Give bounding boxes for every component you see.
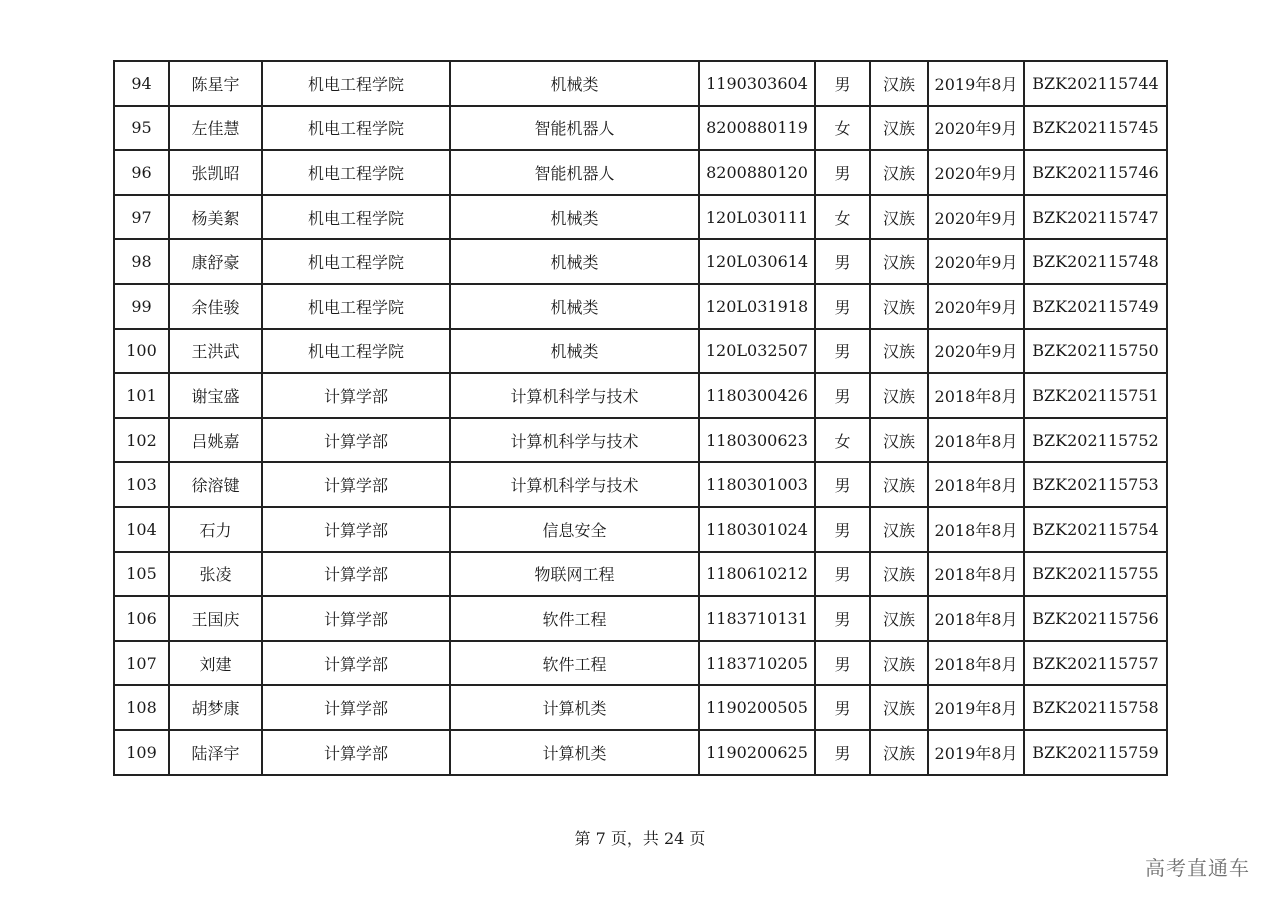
cell-name: 徐溶键 <box>169 462 262 507</box>
cell-name: 张凯昭 <box>169 150 262 195</box>
cell-student-id: 1180300623 <box>699 418 815 463</box>
cell-enrollment-date: 2020年9月 <box>928 150 1024 195</box>
cell-certificate-no: BZK202115757 <box>1024 641 1167 686</box>
cell-major: 智能机器人 <box>450 106 699 151</box>
cell-name: 陈星宇 <box>169 61 262 106</box>
cell-student-id: 1183710131 <box>699 596 815 641</box>
cell-ethnicity: 汉族 <box>870 596 928 641</box>
cell-certificate-no: BZK202115758 <box>1024 685 1167 730</box>
cell-college: 计算学部 <box>262 418 450 463</box>
cell-index: 98 <box>114 239 169 284</box>
cell-student-id: 1180300426 <box>699 373 815 418</box>
cell-enrollment-date: 2020年9月 <box>928 284 1024 329</box>
cell-certificate-no: BZK202115747 <box>1024 195 1167 240</box>
cell-ethnicity: 汉族 <box>870 418 928 463</box>
cell-college: 计算学部 <box>262 641 450 686</box>
cell-name: 陆泽宇 <box>169 730 262 775</box>
cell-ethnicity: 汉族 <box>870 329 928 374</box>
cell-certificate-no: BZK202115745 <box>1024 106 1167 151</box>
table-row <box>114 373 1167 418</box>
cell-college: 计算学部 <box>262 596 450 641</box>
roster-table <box>113 60 1168 776</box>
cell-gender: 男 <box>815 373 870 418</box>
cell-name: 胡梦康 <box>169 685 262 730</box>
cell-college: 机电工程学院 <box>262 284 450 329</box>
cell-major: 软件工程 <box>450 641 699 686</box>
cell-college: 计算学部 <box>262 462 450 507</box>
cell-major: 计算机科学与技术 <box>450 418 699 463</box>
cell-ethnicity: 汉族 <box>870 552 928 597</box>
cell-certificate-no: BZK202115746 <box>1024 150 1167 195</box>
cell-index: 106 <box>114 596 169 641</box>
cell-name: 余佳骏 <box>169 284 262 329</box>
cell-name: 吕姚嘉 <box>169 418 262 463</box>
cell-name: 杨美絮 <box>169 195 262 240</box>
cell-certificate-no: BZK202115756 <box>1024 596 1167 641</box>
cell-gender: 男 <box>815 284 870 329</box>
cell-gender: 男 <box>815 641 870 686</box>
table-row <box>114 61 1167 106</box>
cell-gender: 男 <box>815 239 870 284</box>
cell-student-id: 1190200625 <box>699 730 815 775</box>
cell-student-id: 8200880119 <box>699 106 815 151</box>
table-row <box>114 552 1167 597</box>
table-row <box>114 730 1167 775</box>
roster-sheet <box>113 60 1166 776</box>
cell-certificate-no: BZK202115755 <box>1024 552 1167 597</box>
cell-ethnicity: 汉族 <box>870 61 928 106</box>
cell-index: 100 <box>114 329 169 374</box>
cell-gender: 男 <box>815 329 870 374</box>
cell-student-id: 1180610212 <box>699 552 815 597</box>
cell-college: 机电工程学院 <box>262 195 450 240</box>
cell-ethnicity: 汉族 <box>870 150 928 195</box>
cell-enrollment-date: 2018年8月 <box>928 462 1024 507</box>
cell-index: 104 <box>114 507 169 552</box>
cell-student-id: 1190303604 <box>699 61 815 106</box>
cell-student-id: 120L030111 <box>699 195 815 240</box>
cell-enrollment-date: 2020年9月 <box>928 239 1024 284</box>
cell-major: 机械类 <box>450 195 699 240</box>
cell-ethnicity: 汉族 <box>870 730 928 775</box>
cell-gender: 男 <box>815 552 870 597</box>
cell-certificate-no: BZK202115751 <box>1024 373 1167 418</box>
table-row <box>114 418 1167 463</box>
cell-certificate-no: BZK202115759 <box>1024 730 1167 775</box>
cell-certificate-no: BZK202115753 <box>1024 462 1167 507</box>
cell-name: 张凌 <box>169 552 262 597</box>
cell-enrollment-date: 2018年8月 <box>928 373 1024 418</box>
cell-major: 计算机类 <box>450 685 699 730</box>
cell-ethnicity: 汉族 <box>870 106 928 151</box>
table-row <box>114 685 1167 730</box>
cell-enrollment-date: 2020年9月 <box>928 329 1024 374</box>
cell-certificate-no: BZK202115749 <box>1024 284 1167 329</box>
cell-index: 109 <box>114 730 169 775</box>
cell-index: 107 <box>114 641 169 686</box>
cell-major: 计算机科学与技术 <box>450 462 699 507</box>
cell-certificate-no: BZK202115754 <box>1024 507 1167 552</box>
cell-name: 谢宝盛 <box>169 373 262 418</box>
cell-college: 计算学部 <box>262 507 450 552</box>
cell-index: 96 <box>114 150 169 195</box>
cell-enrollment-date: 2020年9月 <box>928 106 1024 151</box>
table-row <box>114 106 1167 151</box>
cell-index: 108 <box>114 685 169 730</box>
cell-gender: 女 <box>815 106 870 151</box>
cell-ethnicity: 汉族 <box>870 239 928 284</box>
cell-student-id: 120L030614 <box>699 239 815 284</box>
cell-college: 计算学部 <box>262 552 450 597</box>
cell-index: 102 <box>114 418 169 463</box>
cell-gender: 男 <box>815 507 870 552</box>
cell-index: 105 <box>114 552 169 597</box>
cell-college: 机电工程学院 <box>262 61 450 106</box>
cell-college: 计算学部 <box>262 730 450 775</box>
cell-major: 机械类 <box>450 284 699 329</box>
cell-major: 智能机器人 <box>450 150 699 195</box>
cell-major: 软件工程 <box>450 596 699 641</box>
cell-college: 机电工程学院 <box>262 239 450 284</box>
watermark-logo: 高考直通车 <box>1145 856 1250 880</box>
cell-gender: 男 <box>815 150 870 195</box>
cell-enrollment-date: 2018年8月 <box>928 418 1024 463</box>
cell-college: 机电工程学院 <box>262 329 450 374</box>
cell-gender: 男 <box>815 61 870 106</box>
cell-student-id: 1180301024 <box>699 507 815 552</box>
cell-enrollment-date: 2018年8月 <box>928 507 1024 552</box>
cell-name: 王洪武 <box>169 329 262 374</box>
cell-enrollment-date: 2019年8月 <box>928 61 1024 106</box>
cell-ethnicity: 汉族 <box>870 195 928 240</box>
cell-name: 石力 <box>169 507 262 552</box>
cell-student-id: 1190200505 <box>699 685 815 730</box>
cell-enrollment-date: 2018年8月 <box>928 596 1024 641</box>
cell-index: 103 <box>114 462 169 507</box>
cell-college: 机电工程学院 <box>262 106 450 151</box>
cell-index: 99 <box>114 284 169 329</box>
cell-enrollment-date: 2018年8月 <box>928 552 1024 597</box>
cell-student-id: 8200880120 <box>699 150 815 195</box>
cell-major: 计算机类 <box>450 730 699 775</box>
cell-name: 康舒豪 <box>169 239 262 284</box>
cell-gender: 女 <box>815 418 870 463</box>
cell-college: 计算学部 <box>262 685 450 730</box>
table-row <box>114 462 1167 507</box>
table-row <box>114 150 1167 195</box>
cell-enrollment-date: 2020年9月 <box>928 195 1024 240</box>
cell-ethnicity: 汉族 <box>870 685 928 730</box>
cell-gender: 男 <box>815 462 870 507</box>
cell-enrollment-date: 2019年8月 <box>928 730 1024 775</box>
table-row <box>114 329 1167 374</box>
table-row <box>114 284 1167 329</box>
cell-student-id: 1180301003 <box>699 462 815 507</box>
cell-enrollment-date: 2018年8月 <box>928 641 1024 686</box>
cell-gender: 女 <box>815 195 870 240</box>
cell-major: 机械类 <box>450 239 699 284</box>
cell-student-id: 120L031918 <box>699 284 815 329</box>
table-row <box>114 596 1167 641</box>
cell-name: 左佳慧 <box>169 106 262 151</box>
cell-major: 机械类 <box>450 61 699 106</box>
table-row <box>114 641 1167 686</box>
cell-major: 机械类 <box>450 329 699 374</box>
cell-ethnicity: 汉族 <box>870 373 928 418</box>
cell-college: 计算学部 <box>262 373 450 418</box>
cell-index: 97 <box>114 195 169 240</box>
cell-certificate-no: BZK202115744 <box>1024 61 1167 106</box>
cell-certificate-no: BZK202115752 <box>1024 418 1167 463</box>
cell-ethnicity: 汉族 <box>870 284 928 329</box>
cell-major: 物联网工程 <box>450 552 699 597</box>
cell-major: 计算机科学与技术 <box>450 373 699 418</box>
cell-ethnicity: 汉族 <box>870 462 928 507</box>
cell-gender: 男 <box>815 730 870 775</box>
cell-gender: 男 <box>815 596 870 641</box>
cell-ethnicity: 汉族 <box>870 507 928 552</box>
cell-name: 王国庆 <box>169 596 262 641</box>
cell-index: 95 <box>114 106 169 151</box>
cell-certificate-no: BZK202115748 <box>1024 239 1167 284</box>
cell-student-id: 120L032507 <box>699 329 815 374</box>
cell-certificate-no: BZK202115750 <box>1024 329 1167 374</box>
cell-gender: 男 <box>815 685 870 730</box>
cell-enrollment-date: 2019年8月 <box>928 685 1024 730</box>
page-footer: 第 7 页，共 24 页 <box>574 829 706 848</box>
cell-index: 101 <box>114 373 169 418</box>
cell-college: 机电工程学院 <box>262 150 450 195</box>
cell-ethnicity: 汉族 <box>870 641 928 686</box>
roster-table-body <box>114 61 1167 775</box>
table-row <box>114 195 1167 240</box>
cell-name: 刘建 <box>169 641 262 686</box>
table-row <box>114 239 1167 284</box>
cell-index: 94 <box>114 61 169 106</box>
cell-student-id: 1183710205 <box>699 641 815 686</box>
cell-major: 信息安全 <box>450 507 699 552</box>
table-row <box>114 507 1167 552</box>
